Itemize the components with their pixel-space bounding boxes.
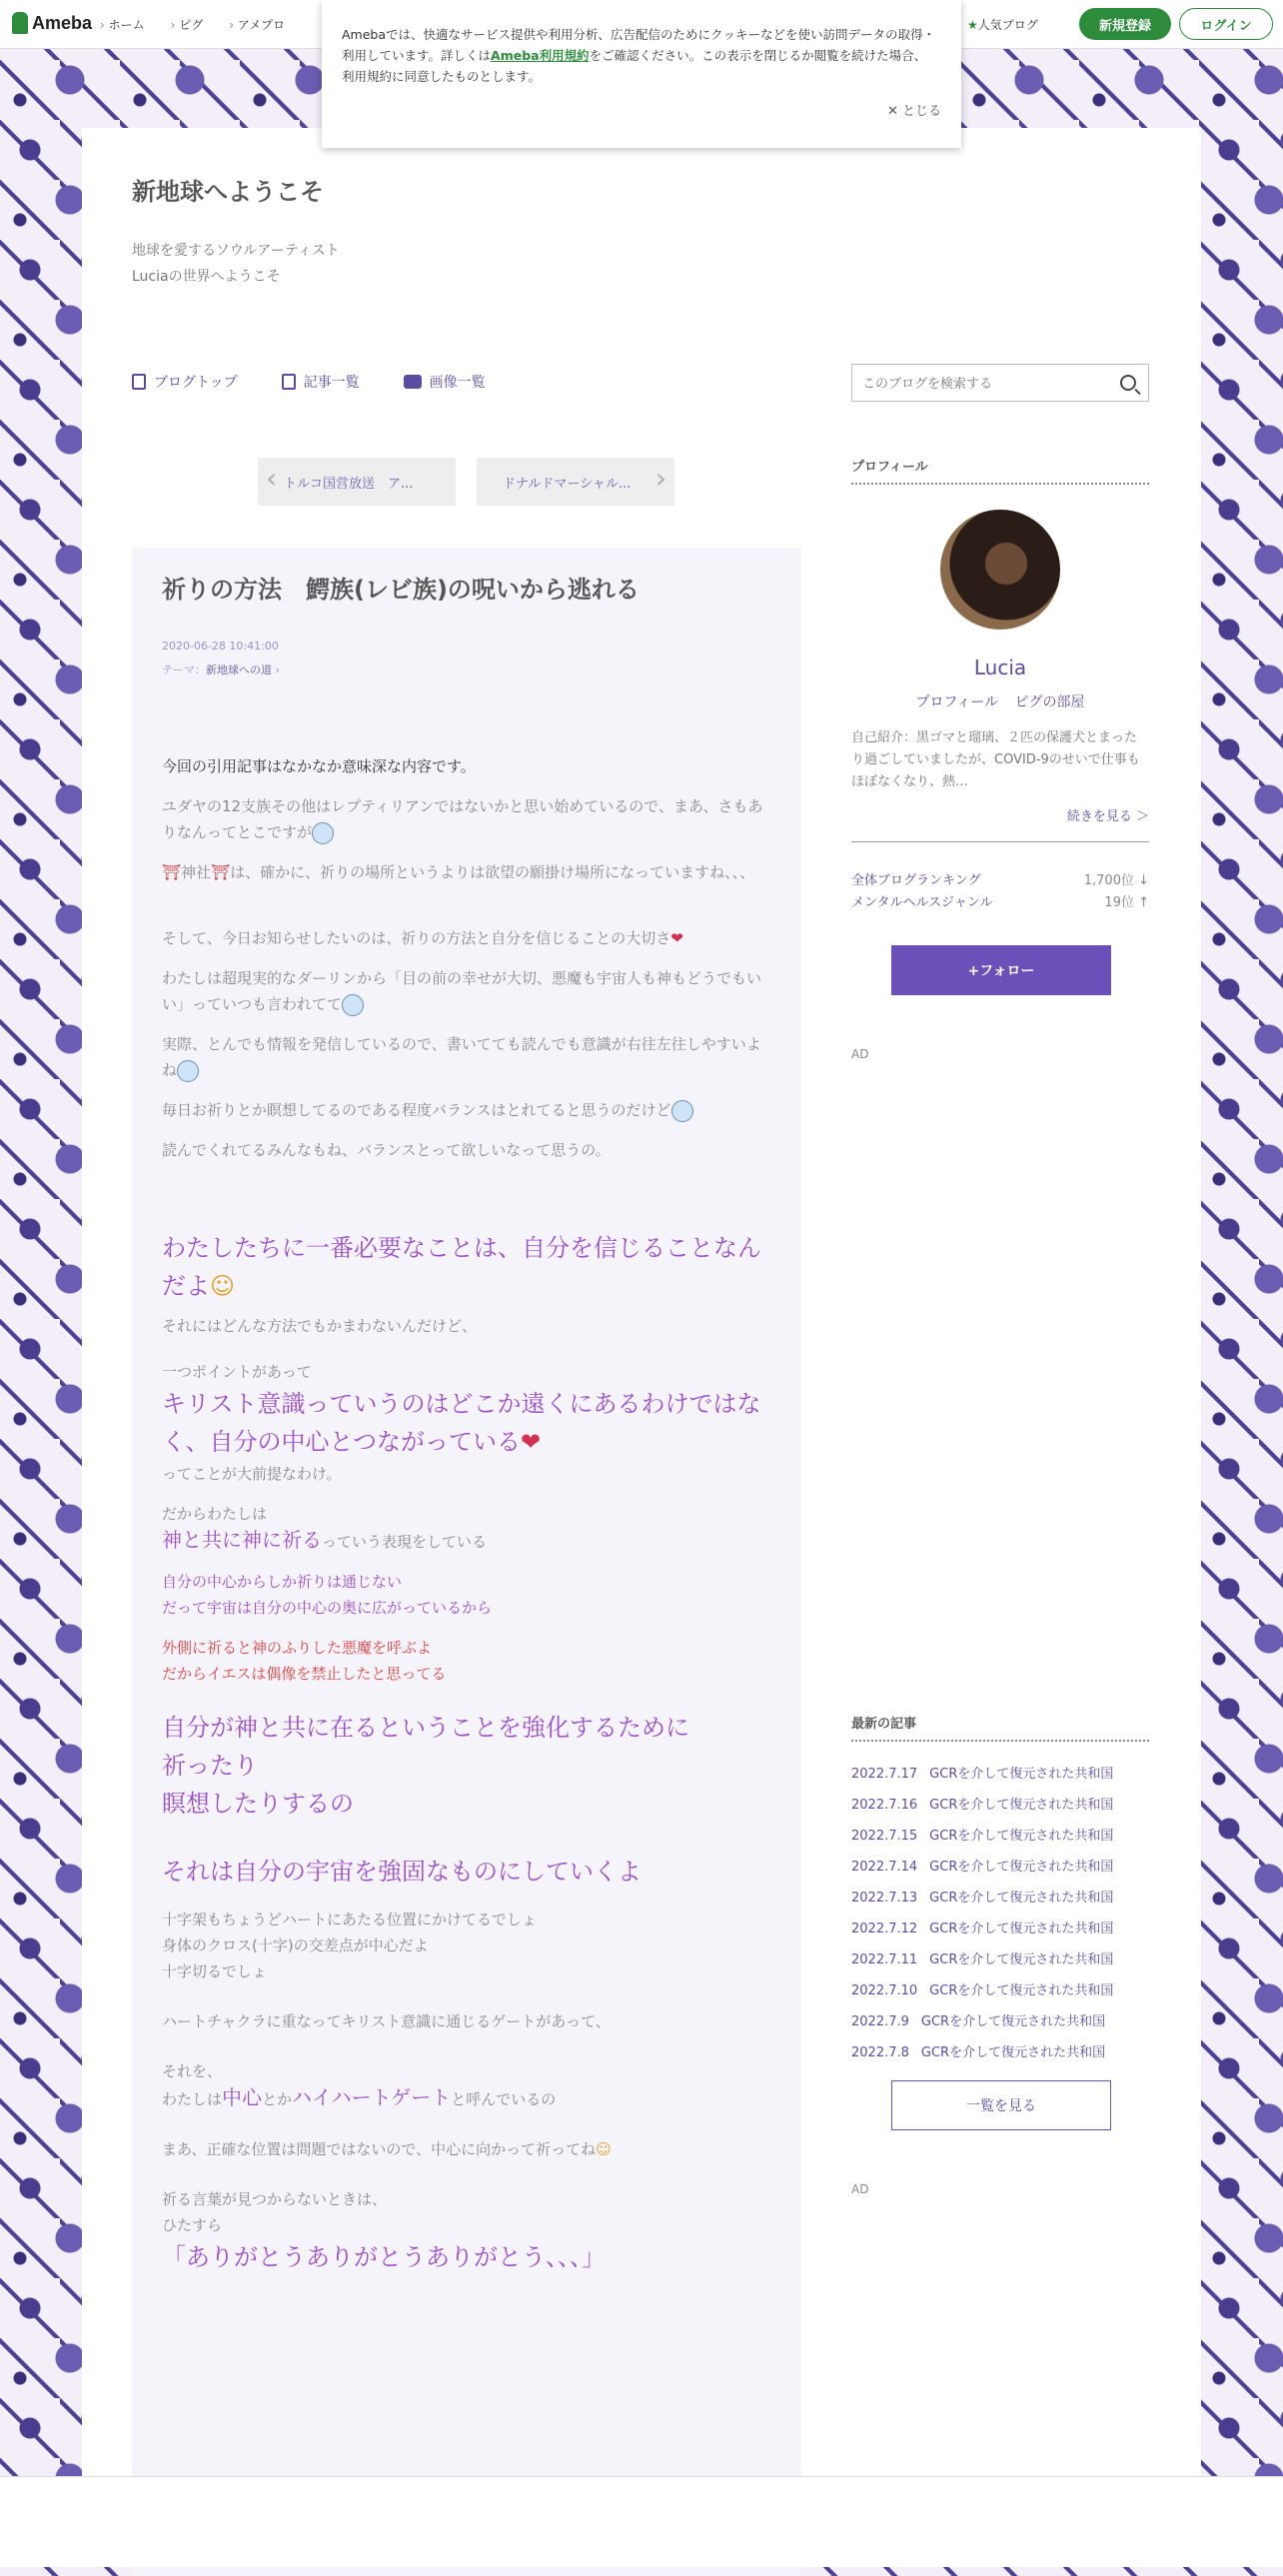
cookie-text-after: をご確認ください。この表示を閉じるか閲覧を続けた場合、利用規約に同意したものとします。 [342,48,927,84]
ranking-link[interactable]: 全体ブログランキング [851,873,981,888]
cookie-text-before: Amebaでは、快適なサービス提供や利用分析、広告配信のためにクッキーなどを使い訪問データの取得・利用しています。詳しくは [342,27,936,63]
recent-date: 2022.7.12 [851,1922,918,1936]
blog-nav [132,372,486,392]
emoji-icon [671,1100,693,1122]
genre-ranking-link[interactable]: メンタルヘルスジャンル [851,895,993,910]
nav-amepro[interactable]: › アメプロ [229,16,285,33]
blog-top-label: ブログトップ [154,375,238,391]
body-line [162,2136,771,2162]
recent-title: GCRを介して復元された共和国 [920,2045,1106,2060]
body-text: まあ、正確な位置は問題ではないので、中心に向かって祈ってね [162,2140,597,2158]
body-heading [162,1229,771,1305]
body-line [162,2084,771,2112]
camera-icon [404,375,422,389]
heart-icon: ❤ [670,929,683,947]
body-heading: それは自分の宇宙を強固なものにしていくよ [162,1858,642,1886]
ameba-logo[interactable] [12,12,92,34]
blog-subtitle [132,238,340,290]
body-emphasis: 神と共に神に祈る [162,1528,322,1552]
recent-heading: 最新の記事 [851,1713,1149,1742]
recent-title: GCRを介して復元された共和国 [929,1922,1114,1936]
recent-date: 2022.7.17 [851,1767,918,1782]
body-line: 今回の引用記事はなかなか意味深な内容です。 [162,757,476,775]
article-body [162,753,771,2276]
ranking-value: 19位 ↑ [1104,895,1149,910]
article-date: 2020-06-28 10:41:00 [162,640,279,652]
body-line: 外側に祈ると神のふりした悪魔を呼ぶよ [162,1639,433,1657]
recent-title: GCRを介して復元された共和国 [929,1983,1114,1998]
profile-avatar[interactable] [940,510,1060,630]
body-line: 祈る言葉が見つからないときは、 [162,2190,388,2208]
theme-label: テーマ： [162,663,206,676]
entry-list-label: 記事一覧 [303,375,360,391]
image-list-link[interactable] [404,372,486,392]
recent-title: GCRを介して復元された共和国 [929,1798,1114,1813]
login-button[interactable]: ログイン [1179,8,1273,40]
body-line [162,1527,771,1555]
body-text: っていう表現をしている [322,1533,488,1551]
body-text: 毎日お祈りとか瞑想してるのである程度バランスはとれてると思うのだけど [162,1101,671,1119]
body-line: 身体のクロス(十字)の交差点が中心だよ [162,1936,429,1954]
recent-date: 2022.7.15 [851,1829,918,1844]
smile-icon: ☺ [596,2140,612,2158]
ameba-logo-icon [12,12,28,34]
pigg-room-link[interactable]: ピグの部屋 [1014,694,1085,710]
torii-icon: ⛩ [162,863,182,881]
popular-label: 人気ブログ [977,18,1038,32]
global-nav [100,16,285,33]
terms-link[interactable]: Ameba利用規約 [491,48,590,63]
profile-links [851,691,1149,711]
body-text: は、確かに、祈りの場所というよりは欲望の願掛け場所になっていますね、、、 [230,863,755,881]
body-heading: 瞑想したりするの [162,1790,354,1818]
logo-text: Ameba [32,12,93,33]
blog-search [851,364,1149,402]
body-line: 読んでくれてるみんなもね、バランスとって欲しいなって思うの。 [162,1141,611,1159]
body-heading-text: わたしたちに一番必要なことは、自分を信じることなんだよ [162,1234,761,1300]
view-all-button[interactable]: 一覧を見る [891,2080,1111,2130]
signup-button[interactable]: 新規登録 [1079,8,1171,40]
body-line: ひたすら [162,2216,223,2234]
body-line: だからわたしは [162,1505,268,1523]
divider [851,841,1149,842]
close-label: とじる [901,104,941,119]
body-text: と呼んでいるの [451,2090,557,2108]
smile-icon: ☺ [210,1272,236,1300]
recent-title: GCRを介して復元された共和国 [929,1952,1114,1967]
body-heading [162,1385,771,1461]
recent-title: GCRを介して復元された共和国 [929,1767,1114,1782]
recent-entry[interactable] [851,1944,1149,1975]
torii-icon: ⛩ [211,863,231,881]
cookie-close-button[interactable] [887,100,941,119]
ranking-row [851,869,1149,888]
body-text: わたしは [162,2090,223,2108]
profile-link[interactable]: プロフィール [915,694,999,710]
body-heading: 祈ったり [162,1752,258,1780]
recent-entry[interactable] [851,1790,1149,1821]
body-line: 自分の中心からしか祈りは通じない [162,1573,403,1591]
search-icon[interactable] [1120,375,1136,391]
body-line [162,925,771,951]
ranking-row [851,891,1149,910]
entry-list-link[interactable] [282,372,360,392]
recent-date: 2022.7.13 [851,1891,918,1906]
recent-entry[interactable] [851,1759,1149,1790]
image-list-label: 画像一覧 [429,375,486,391]
document-icon [132,374,146,390]
popular-blog-link[interactable] [967,16,1038,33]
body-line: 一つポイントがあって [162,1363,312,1381]
nav-home[interactable]: › ホーム [100,16,145,33]
body-line [162,793,771,845]
body-line: それにはどんな方法でもかまわないんだけど、 [162,1317,478,1335]
body-line: 十字切るでしょ [162,1962,267,1980]
recent-date: 2022.7.9 [851,2014,909,2029]
close-icon: ✕ [886,104,902,119]
recent-entries [851,1759,1149,2068]
search-input[interactable] [852,365,1104,403]
blog-subtitle-line: Luciaの世界へようこそ [132,269,281,285]
blog-top-link[interactable] [132,372,238,392]
heart-icon: ❤ [521,1428,542,1456]
body-line: 十字架もちょうどハートにあたる位置にかけてるでしょ [162,1911,537,1929]
body-text: とか [262,2090,293,2108]
recent-entry[interactable] [851,1821,1149,1852]
body-line: ってことが大前提なわけ。 [162,1465,342,1483]
body-text: ユダヤの12支族その他はレプティリアンではないかと思い始めているので、まあ、さもありなんってとこですが [162,797,763,841]
body-line: ハートチャクラに重なってキリスト意識に通じるゲートがあって、 [162,2012,611,2030]
follow-button[interactable]: +フォロー [891,945,1111,995]
body-text: わたしは超現実的なダーリンから「目の前の幸せが大切、悪魔も宇宙人も神もどうでもいい」っていつも言われてて [162,969,762,1013]
blog-subtitle-line: 地球を愛するソウルアーティスト [132,243,340,259]
body-line [162,1097,771,1123]
star-icon: ★ [967,18,978,32]
theme-link[interactable]: 新地球への道 [206,663,272,676]
copy-icon [282,374,296,390]
body-heading: 「ありがとうありがとうありがとう、、、」 [162,2243,606,2271]
nav-pigg[interactable]: › ピグ [171,16,204,33]
emoji-icon [342,994,364,1016]
recent-entry[interactable] [851,1975,1149,2006]
recent-date: 2022.7.11 [851,1952,918,1967]
bottom-bar [0,2476,1283,2567]
profile-description: 自己紹介：黒ゴマと瑠璃、２匹の保護犬とまったり過ごしていましたが、COVID-9のせいで仕事もほぼなくなり、熱… [851,730,1140,789]
ad-label: AD [851,2182,869,2196]
next-entry-link[interactable]: ドナルドマーシャル... › [477,458,674,506]
article-title[interactable]: 祈りの方法 鰐族(レビ族)の呪いから逃れる [162,576,640,604]
body-emphasis: 中心 [222,2085,263,2109]
recent-entry[interactable] [851,2037,1149,2068]
body-line: だからイエスは偶像を禁止したと思ってる [162,1665,447,1683]
recent-entry[interactable] [851,1883,1149,1914]
body-line [162,859,771,885]
body-line: それを、 [162,2062,223,2080]
body-heading: 自分が神と共に在るということを強化するために [162,1714,689,1742]
body-text: そして、今日お知らせしたいのは、祈りの方法と自分を信じることの大切さ [162,929,671,947]
prev-entry-link[interactable]: ‹ トルコ国営放送 ア... [258,458,456,506]
article-theme: テーマ：新地球への道 › [162,663,280,676]
ranking-value: 1,700位 ↓ [1083,873,1149,888]
emoji-icon [177,1060,199,1082]
cookie-banner [322,0,961,148]
ad-label: AD [851,1047,869,1061]
recent-date: 2022.7.14 [851,1860,918,1875]
recent-date: 2022.7.10 [851,1983,918,1998]
body-line [162,965,771,1017]
recent-title: GCRを介して復元された共和国 [929,1829,1114,1844]
profile-name[interactable]: Lucia [973,655,1027,679]
recent-title: GCRを介して復元された共和国 [929,1860,1114,1875]
body-text: 神社 [181,863,212,881]
article [132,548,801,2576]
body-heading-text: キリスト意識っていうのはどこか遠くにあるわけではなく、自分の中心とつながっている [162,1390,761,1456]
recent-title: GCRを介して復元された共和国 [929,1891,1114,1906]
recent-entry[interactable] [851,1852,1149,1883]
body-emphasis: ハイハートゲート [292,2085,452,2109]
read-more-link[interactable]: 続きを見る ＞ [1066,809,1149,824]
recent-entry[interactable] [851,2006,1149,2037]
body-text: 実際、とんでも情報を発信しているので、書いてても読んでも意識が右往左往しやすいよね [162,1035,761,1079]
recent-entry[interactable] [851,1914,1149,1944]
recent-title: GCRを介して復元された共和国 [920,2014,1106,2029]
emoji-icon [312,822,334,844]
profile-heading: プロフィール [851,456,1149,485]
recent-date: 2022.7.16 [851,1798,918,1813]
recent-date: 2022.7.8 [851,2045,909,2060]
blog-container [82,128,1201,2566]
blog-title[interactable]: 新地球へようこそ [132,178,324,206]
body-line [162,1031,771,1083]
body-line: だって宇宙は自分の中心の奥に広がっているから [162,1599,493,1617]
cookie-text [342,24,937,87]
